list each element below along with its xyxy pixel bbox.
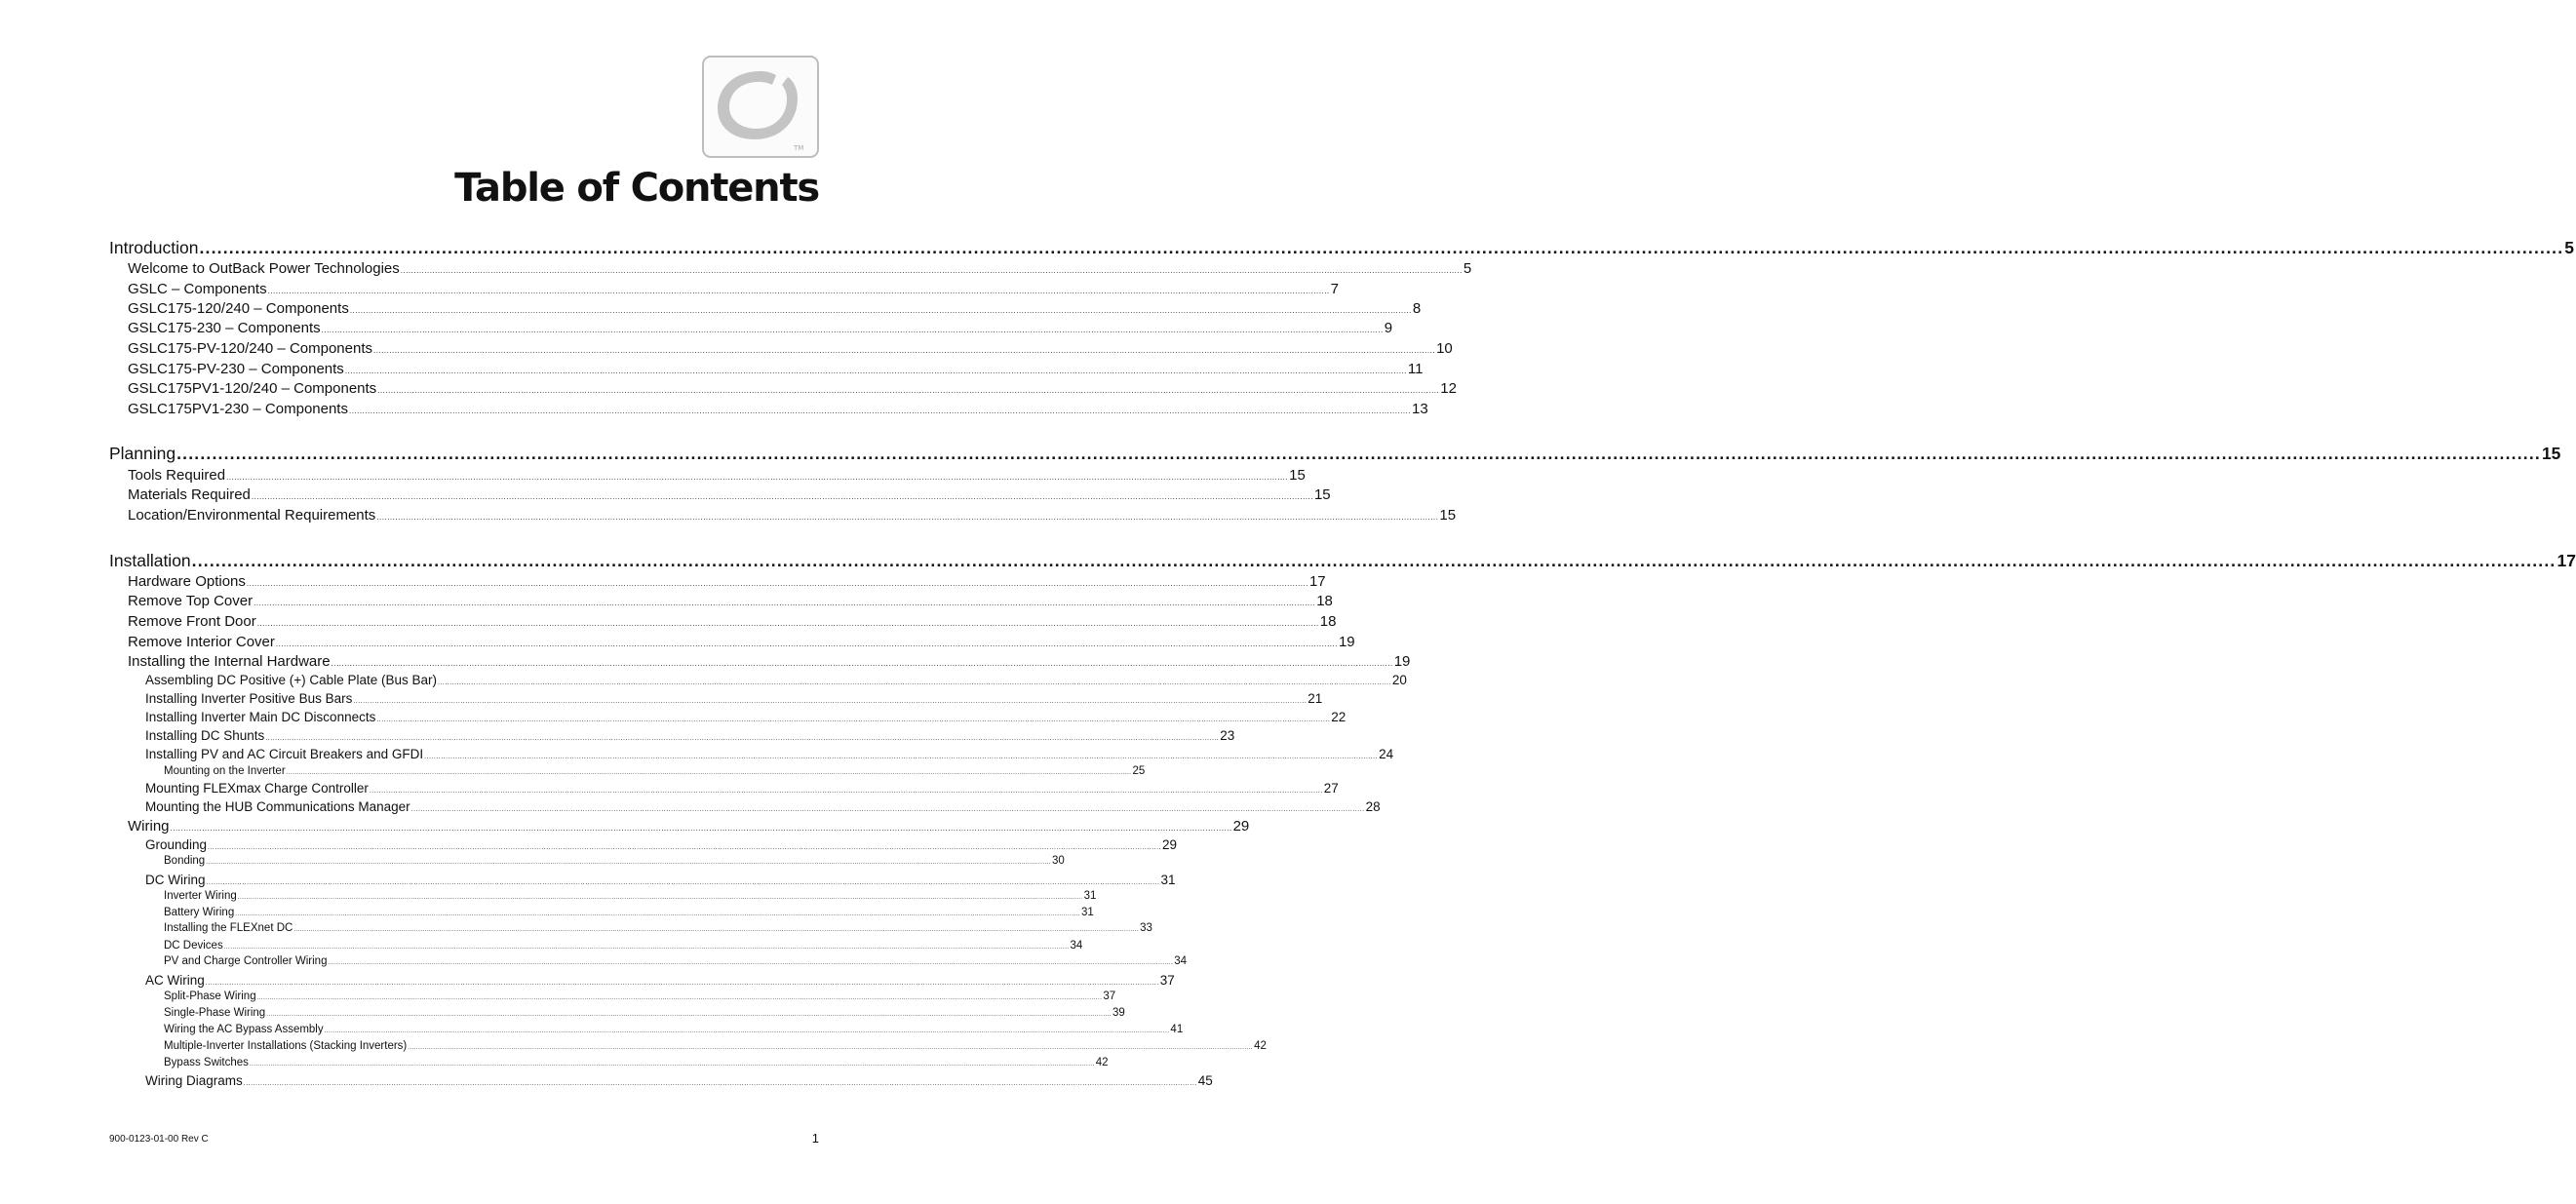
toc-leader-dots: ................................................................................................................................................................................................................................................................................................................................................................................................................ bbox=[226, 473, 1289, 482]
toc-leader-dots: ................................................................................................................................................................................................................................................................................................................................................................................................................ bbox=[237, 895, 1083, 901]
toc-entry-page: 13 bbox=[1412, 401, 1428, 417]
toc-leader-dots: ................................................................................................................................................................................................................................................................................................................................................................................................................ bbox=[267, 287, 1330, 295]
toc-entry[interactable] bbox=[145, 973, 1175, 988]
toc-entry-label: Hardware Options bbox=[128, 573, 246, 590]
toc-entry-page: 5 bbox=[1463, 260, 1472, 277]
toc-leader-dots: ................................................................................................................................................................................................................................................................................................................................................................................................................ bbox=[410, 806, 1365, 813]
toc-entry-page: 27 bbox=[1323, 781, 1339, 796]
toc-leader-dots: ................................................................................................................................................................................................................................................................................................................................................................................................................ bbox=[348, 407, 1412, 415]
toc-leader-dots: ................................................................................................................................................................................................................................................................................................................................................................................................................ bbox=[235, 912, 1081, 917]
toc-entry-label: Installing the FLEXnet DC bbox=[164, 922, 293, 934]
toc-entry[interactable] bbox=[128, 653, 1411, 670]
toc-entry-page: 5 bbox=[2564, 238, 2575, 257]
document-number: 900-0123-01-00 Rev C bbox=[109, 1134, 209, 1145]
toc-entry-label: AC Wiring bbox=[145, 973, 205, 988]
toc-leader-dots: ................................................................................................................................................................................................................................................................................................................................................................................................................ bbox=[353, 698, 1308, 705]
toc-entry-page: 28 bbox=[1365, 799, 1381, 814]
toc-entry-page: 29 bbox=[1161, 837, 1178, 852]
toc-entry-label: GSLC175-PV-120/240 – Components bbox=[128, 340, 372, 357]
toc-entry-page: 34 bbox=[1174, 955, 1188, 967]
toc-entry[interactable] bbox=[128, 613, 1337, 630]
toc-entry[interactable] bbox=[164, 1057, 1109, 1068]
toc-entry[interactable] bbox=[128, 260, 1472, 277]
toc-entry-label: Materials Required bbox=[128, 486, 251, 503]
toc-entry[interactable] bbox=[164, 955, 1188, 967]
toc-entry-label: Wiring bbox=[128, 818, 170, 835]
toc-entry-page: 42 bbox=[1254, 1040, 1267, 1052]
toc-leader-dots: ................................................................................................................................................................................................................................................................................................................................................................................................................ bbox=[265, 735, 1220, 742]
toc-entry[interactable] bbox=[145, 873, 1176, 887]
toc-entry-label: Mounting the HUB Communications Manager bbox=[145, 799, 410, 814]
toc-entry-page: 29 bbox=[1232, 818, 1250, 835]
toc-leader-dots: ................................................................................................................................................................................................................................................................................................................................................................................................................ bbox=[424, 754, 1379, 760]
toc-leader-dots: ................................................................................................................................................................................................................................................................................................................................................................................................................ bbox=[377, 386, 1440, 395]
toc-entry-label: Mounting FLEXmax Charge Controller bbox=[145, 781, 369, 796]
toc-entry-page: 23 bbox=[1220, 728, 1235, 743]
toc-entry-label: Installing the Internal Hardware bbox=[128, 653, 331, 670]
toc-entry-label: Assembling DC Positive (+) Cable Plate (Bus Bar) bbox=[145, 673, 437, 687]
toc-entry-page: 37 bbox=[1159, 973, 1175, 988]
toc-leader-dots: ................................................................................................................................................................................................................................................................................................................................................................................................................ bbox=[256, 619, 1319, 628]
toc-entry[interactable] bbox=[164, 922, 1152, 934]
toc-leader-dots: ................................................................................................................................................................................................................................................................................................................................................................................................................ bbox=[286, 770, 1132, 776]
toc-entry-page: 11 bbox=[1407, 361, 1424, 377]
toc-entry-label: Battery Wiring bbox=[164, 907, 235, 918]
toc-entry[interactable] bbox=[145, 781, 1339, 796]
toc-entry[interactable] bbox=[145, 1073, 1213, 1088]
toc-leader-dots: ................................................................................................................................................................................................................................................................................................................................................................................................................ bbox=[376, 717, 1331, 723]
toc-entry-label: GSLC175-120/240 – Components bbox=[128, 300, 349, 317]
toc-entry[interactable] bbox=[128, 573, 1326, 590]
toc-leader-dots: ................................................................................................................................................................................................................................................................................................................................................................................................................ bbox=[205, 980, 1159, 987]
toc-entry-label: Installing Inverter Positive Bus Bars bbox=[145, 691, 353, 706]
toc-entry-label: Installing Inverter Main DC Disconnects bbox=[145, 710, 376, 724]
toc-entry-page: 18 bbox=[1316, 593, 1333, 609]
toc-leader-dots: ................................................................................................................................................................................................................................................................................................................................................................................................................ bbox=[344, 367, 1407, 375]
toc-entry-label: Installing PV and AC Circuit Breakers and GFDI bbox=[145, 747, 424, 761]
toc-entry[interactable] bbox=[128, 281, 1339, 297]
toc-entry-page: 15 bbox=[1289, 467, 1306, 484]
toc-entry-page: 45 bbox=[1197, 1073, 1213, 1088]
toc-entry-label: Mounting on the Inverter bbox=[164, 765, 286, 777]
toc-leader-dots: ................................................................................................................................................................................................................................................................................................................................................................................................................ bbox=[246, 579, 1308, 588]
toc-entry-page: 30 bbox=[1052, 855, 1065, 867]
toc-leader-dots: ................................................................................................................................................................................................................................................................................................................................................................................................................ bbox=[191, 551, 2556, 570]
toc-entry-page: 17 bbox=[2556, 551, 2576, 570]
toc-leader-dots: ................................................................................................................................................................................................................................................................................................................................................................................................................ bbox=[376, 513, 1439, 522]
toc-entry[interactable] bbox=[109, 444, 2561, 464]
toc-entry-label: Remove Front Door bbox=[128, 613, 256, 630]
toc-leader-dots: ................................................................................................................................................................................................................................................................................................................................................................................................................ bbox=[408, 1045, 1254, 1051]
toc-leader-dots: ................................................................................................................................................................................................................................................................................................................................................................................................................ bbox=[254, 599, 1316, 607]
toc-entry-page: 25 bbox=[1132, 765, 1146, 777]
outback-logo bbox=[702, 56, 819, 158]
toc-entry[interactable] bbox=[128, 340, 1453, 357]
toc-entry[interactable] bbox=[164, 890, 1097, 902]
toc-entry-label: DC Devices bbox=[164, 940, 223, 952]
toc-entry-label: Split-Phase Wiring bbox=[164, 990, 256, 1002]
toc-entry[interactable] bbox=[164, 1007, 1125, 1019]
toc-entry[interactable] bbox=[128, 380, 1457, 397]
toc-entry-label: GSLC175-230 – Components bbox=[128, 320, 321, 336]
toc-entry-label: Introduction bbox=[109, 238, 199, 257]
toc-entry[interactable] bbox=[164, 907, 1094, 918]
toc-leader-dots: ................................................................................................................................................................................................................................................................................................................................................................................................................ bbox=[206, 879, 1160, 886]
toc-entry-label: Wiring the AC Bypass Assembly bbox=[164, 1024, 324, 1035]
toc-entry[interactable] bbox=[128, 507, 1457, 524]
toc-leader-dots: ................................................................................................................................................................................................................................................................................................................................................................................................................ bbox=[373, 346, 1436, 355]
toc-entry[interactable] bbox=[164, 1040, 1267, 1052]
toc-leader-dots: ................................................................................................................................................................................................................................................................................................................................................................................................................ bbox=[324, 1029, 1170, 1034]
toc-leader-dots: ................................................................................................................................................................................................................................................................................................................................................................................................................ bbox=[331, 659, 1393, 668]
toc-entry[interactable] bbox=[145, 691, 1323, 706]
toc-entry-page: 24 bbox=[1379, 747, 1394, 761]
toc-entry-page: 41 bbox=[1170, 1024, 1184, 1035]
toc-entry-label: Single-Phase Wiring bbox=[164, 1007, 266, 1019]
toc-entry[interactable] bbox=[128, 593, 1333, 609]
toc-entry-label: GSLC – Components bbox=[128, 281, 267, 297]
toc-entry-label: Location/Environmental Requirements bbox=[128, 507, 376, 524]
toc-entry-label: Bypass Switches bbox=[164, 1057, 249, 1068]
toc-entry-page: 20 bbox=[1391, 673, 1407, 687]
toc-entry[interactable] bbox=[145, 673, 1407, 687]
toc-entry[interactable] bbox=[145, 747, 1394, 761]
toc-leader-dots: ................................................................................................................................................................................................................................................................................................................................................................................................................ bbox=[223, 945, 1070, 951]
toc-entry-label: Installation bbox=[109, 551, 191, 570]
toc-entry-label: Remove Interior Cover bbox=[128, 634, 275, 650]
toc-entry-label: Welcome to OutBack Power Technologies bbox=[128, 260, 400, 277]
outback-logo-icon bbox=[704, 58, 817, 156]
toc-leader-dots: ................................................................................................................................................................................................................................................................................................................................................................................................................ bbox=[349, 306, 1412, 315]
toc-entry-label: Remove Top Cover bbox=[128, 593, 254, 609]
toc-entry[interactable] bbox=[145, 710, 1347, 724]
toc-entry-label: Planning bbox=[109, 444, 176, 463]
toc-entry-label: DC Wiring bbox=[145, 873, 206, 887]
toc-entry[interactable] bbox=[109, 551, 2576, 571]
toc-entry-page: 31 bbox=[1083, 890, 1097, 902]
toc-entry-page: 21 bbox=[1308, 691, 1323, 706]
toc-entry-page: 31 bbox=[1081, 907, 1094, 918]
toc-entry-label: Tools Required bbox=[128, 467, 226, 484]
toc-entry-page: 19 bbox=[1393, 653, 1411, 670]
toc-entry-label: Inverter Wiring bbox=[164, 890, 237, 902]
toc-entry-label: Grounding bbox=[145, 837, 208, 852]
toc-entry-page: 15 bbox=[1313, 486, 1331, 503]
toc-entry[interactable] bbox=[164, 765, 1146, 777]
page-title: Table of Contents bbox=[454, 166, 819, 211]
toc-entry-label: Bonding bbox=[164, 855, 206, 867]
toc-leader-dots: ................................................................................................................................................................................................................................................................................................................................................................................................................ bbox=[293, 927, 1140, 933]
toc-entry-page: 31 bbox=[1160, 873, 1176, 887]
toc-leader-dots: ................................................................................................................................................................................................................................................................................................................................................................................................................ bbox=[369, 788, 1323, 795]
toc-entry[interactable] bbox=[128, 320, 1393, 336]
toc-entry[interactable] bbox=[164, 855, 1065, 867]
toc-leader-dots: ................................................................................................................................................................................................................................................................................................................................................................................................................ bbox=[176, 444, 2541, 463]
toc-entry[interactable] bbox=[128, 486, 1331, 503]
toc-entry-page: 8 bbox=[1412, 300, 1422, 317]
toc-entry-page: 17 bbox=[1308, 573, 1326, 590]
toc-entry[interactable] bbox=[145, 728, 1235, 743]
toc-entry-page: 37 bbox=[1103, 990, 1116, 1002]
toc-entry-label: GSLC175PV1-120/240 – Components bbox=[128, 380, 377, 397]
toc-leader-dots: ................................................................................................................................................................................................................................................................................................................................................................................................................ bbox=[437, 680, 1391, 686]
toc-entry-page: 7 bbox=[1330, 281, 1339, 297]
toc-entry-page: 15 bbox=[2541, 444, 2561, 463]
toc-entry-page: 9 bbox=[1384, 320, 1393, 336]
toc-leader-dots: ................................................................................................................................................................................................................................................................................................................................................................................................................ bbox=[170, 824, 1232, 833]
toc-leader-dots: ................................................................................................................................................................................................................................................................................................................................................................................................................ bbox=[400, 266, 1463, 275]
toc-entry[interactable] bbox=[128, 818, 1250, 835]
toc-entry[interactable] bbox=[128, 467, 1306, 484]
toc-entry-label: Installing DC Shunts bbox=[145, 728, 265, 743]
toc-entry[interactable] bbox=[128, 300, 1422, 317]
toc-leader-dots: ................................................................................................................................................................................................................................................................................................................................................................................................................ bbox=[275, 640, 1338, 648]
toc-entry-label: Multiple-Inverter Installations (Stacking Inverters) bbox=[164, 1040, 408, 1052]
toc-entry-page: 39 bbox=[1112, 1007, 1125, 1019]
toc-leader-dots: ................................................................................................................................................................................................................................................................................................................................................................................................................ bbox=[199, 238, 2564, 257]
toc-entry-page: 18 bbox=[1319, 613, 1337, 630]
toc-entry-page: 33 bbox=[1140, 922, 1152, 934]
toc-entry-page: 19 bbox=[1338, 634, 1355, 650]
toc-leader-dots: ................................................................................................................................................................................................................................................................................................................................................................................................................ bbox=[328, 960, 1174, 966]
toc-leader-dots: ................................................................................................................................................................................................................................................................................................................................................................................................................ bbox=[256, 995, 1103, 1001]
toc-leader-dots: ................................................................................................................................................................................................................................................................................................................................................................................................................ bbox=[251, 492, 1313, 501]
toc-entry[interactable] bbox=[128, 401, 1428, 417]
toc-entry-label: PV and Charge Controller Wiring bbox=[164, 955, 328, 967]
page-number: 1 bbox=[811, 1131, 819, 1146]
toc-entry-label: GSLC175PV1-230 – Components bbox=[128, 401, 348, 417]
toc-entry[interactable] bbox=[164, 940, 1083, 952]
toc-leader-dots: ................................................................................................................................................................................................................................................................................................................................................................................................................ bbox=[249, 1062, 1095, 1068]
toc-entry[interactable] bbox=[164, 990, 1116, 1002]
toc-entry-label: GSLC175-PV-230 – Components bbox=[128, 361, 344, 377]
toc-entry-page: 10 bbox=[1436, 340, 1453, 357]
trademark-mark: TM bbox=[794, 144, 804, 152]
toc-entry[interactable] bbox=[109, 238, 2575, 258]
toc-entry-page: 42 bbox=[1095, 1057, 1109, 1068]
toc-entry-label: Wiring Diagrams bbox=[145, 1073, 243, 1088]
toc-leader-dots: ................................................................................................................................................................................................................................................................................................................................................................................................................ bbox=[243, 1080, 1197, 1087]
toc-entry[interactable] bbox=[128, 634, 1355, 650]
toc-entry-page: 12 bbox=[1440, 380, 1457, 397]
toc-leader-dots: ................................................................................................................................................................................................................................................................................................................................................................................................................ bbox=[321, 326, 1384, 334]
toc-entry[interactable] bbox=[164, 1024, 1184, 1035]
toc-leader-dots: ................................................................................................................................................................................................................................................................................................................................................................................................................ bbox=[206, 860, 1052, 866]
toc-entry[interactable] bbox=[145, 837, 1178, 852]
toc-entry-page: 22 bbox=[1331, 710, 1347, 724]
toc-leader-dots: ................................................................................................................................................................................................................................................................................................................................................................................................................ bbox=[266, 1012, 1112, 1018]
toc-entry[interactable] bbox=[128, 361, 1424, 377]
toc-leader-dots: ................................................................................................................................................................................................................................................................................................................................................................................................................ bbox=[208, 844, 1161, 851]
toc-entry[interactable] bbox=[145, 799, 1381, 814]
toc-entry-page: 15 bbox=[1439, 507, 1457, 524]
toc-entry-page: 34 bbox=[1070, 940, 1083, 952]
